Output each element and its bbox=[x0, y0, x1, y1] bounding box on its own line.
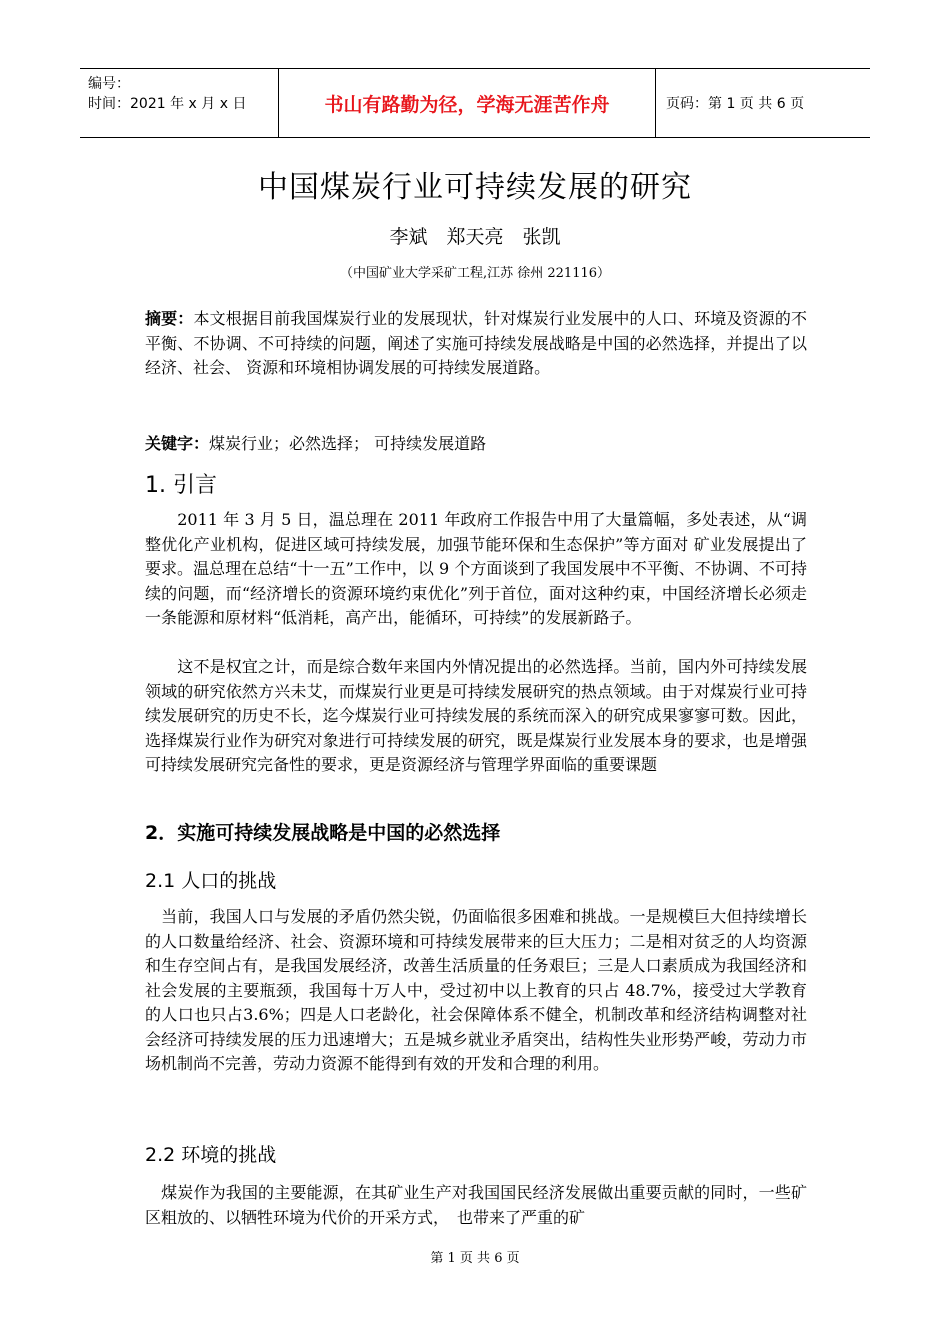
number-label: 编号： bbox=[88, 76, 130, 92]
section-2-1-heading: 2.1 人口的挑战 bbox=[145, 870, 277, 892]
article-title: 中国煤炭行业可持续发展的研究 bbox=[258, 170, 692, 205]
abstract-label: 摘要： bbox=[145, 309, 194, 328]
section-1-paragraph-2: 这不是权宜之计，而是综合数年来国内外情况提出的必然选择。当前，国内外可持续发展领域的研究依然方兴未艾，而煤炭行业更是可持续发展研究的热点领域。由于对煤炭行业可持续发展研究的历史不长，迄今煤炭行业可持续发展的系统而深入的研究成果寥寥可数。因此，选择煤炭行业作为研究对象进行可持续发展的研究，既是煤炭行业发展本身的要求，也是增强可持续发展研究完备性的要求，更是资源经济与管理学界面临的重要课题 bbox=[145, 657, 807, 774]
section-2-2-heading: 2.2 环境的挑战 bbox=[145, 1144, 277, 1166]
keywords-label: 关键字： bbox=[145, 434, 210, 453]
page-info: 页码：第 1 页 共 6 页 bbox=[666, 96, 805, 112]
keywords-text: 煤炭行业；必然选择； 可持续发展道路 bbox=[209, 434, 487, 453]
motto: 书山有路勤为径，学海无涯苦作舟 bbox=[279, 69, 656, 137]
header-table bbox=[80, 68, 870, 138]
section-1-paragraph-1: 2011 年 3 月 5 日，温总理在 2011 年政府工作报告中用了大量篇幅，多处表述，从“调整优化产业机构，促进区域可持续发展，加强节能环保和生态保护”等方面对 矿业发展提出了要求。温总理在总结“十一五”工作中，以 9 个方面谈到了我国发展中不平衡、不协调、不可持续的问题，而“经济增长的资源环境约束优化”列于首位，面对这种约束，中国经济增长必须走一条能源和原材料“低消耗，高产出，能循环，可持续”的发展新路子。 bbox=[145, 510, 807, 627]
section-2-1-paragraph: 当前，我国人口与发展的矛盾仍然尖锐，仍面临很多困难和挑战。一是规模巨大但持续增长的人口数量给经济、社会、资源环境和可持续发展带来的巨大压力；二是相对贫乏的人均资源和生存空间占有，是我国发展经济，改善生活质量的任务艰巨；三是人口素质成为我国经济和社会发展的主要瓶颈，我国每十万人中，受过初中以上教育的只占 48.7%，接受过大学教育的人口也只占3.6%；四是人口老龄化，社会保障体系不健全，机制改革和经济结构调整对社会经济可持续发展的压力迅速增大；五是城乡就业矛盾突出，结构性失业形势严峻，劳动力市场机制尚不完善，劳动力资源不能得到有效的开发和合理的利用。 bbox=[145, 907, 807, 1073]
header-left-cell bbox=[80, 69, 279, 137]
article-affiliation: （中国矿业大学采矿工程,江苏 徐州 221116） bbox=[339, 266, 611, 281]
date-label: 时间：2021 年 x 月 x 日 bbox=[88, 96, 247, 112]
section-2-heading: 2．实施可持续发展战略是中国的必然选择 bbox=[145, 822, 501, 844]
keywords bbox=[145, 432, 807, 457]
page-footer: 第 1 页 共 6 页 bbox=[430, 1251, 520, 1266]
section-2-2-paragraph: 煤炭作为我国的主要能源，在其矿业生产对我国国民经济发展做出重要贡献的同时，一些矿区粗放的、以牺牲环境为代价的开采方式， 也带来了严重的矿 bbox=[145, 1183, 807, 1227]
abstract-text: 本文根据目前我国煤炭行业的发展现状，针对煤炭行业发展中的人口、环境及资源的不平衡、不协调、不可持续的问题，阐述了实施可持续发展战略是中国的必然选择，并提出了以经济、社会、 资源和环境相协调发展的可持续发展道路。 bbox=[145, 309, 807, 377]
section-1-heading: 1. 引言 bbox=[145, 473, 217, 498]
abstract bbox=[145, 307, 807, 381]
article-authors: 李斌 郑天亮 张凯 bbox=[389, 226, 561, 248]
